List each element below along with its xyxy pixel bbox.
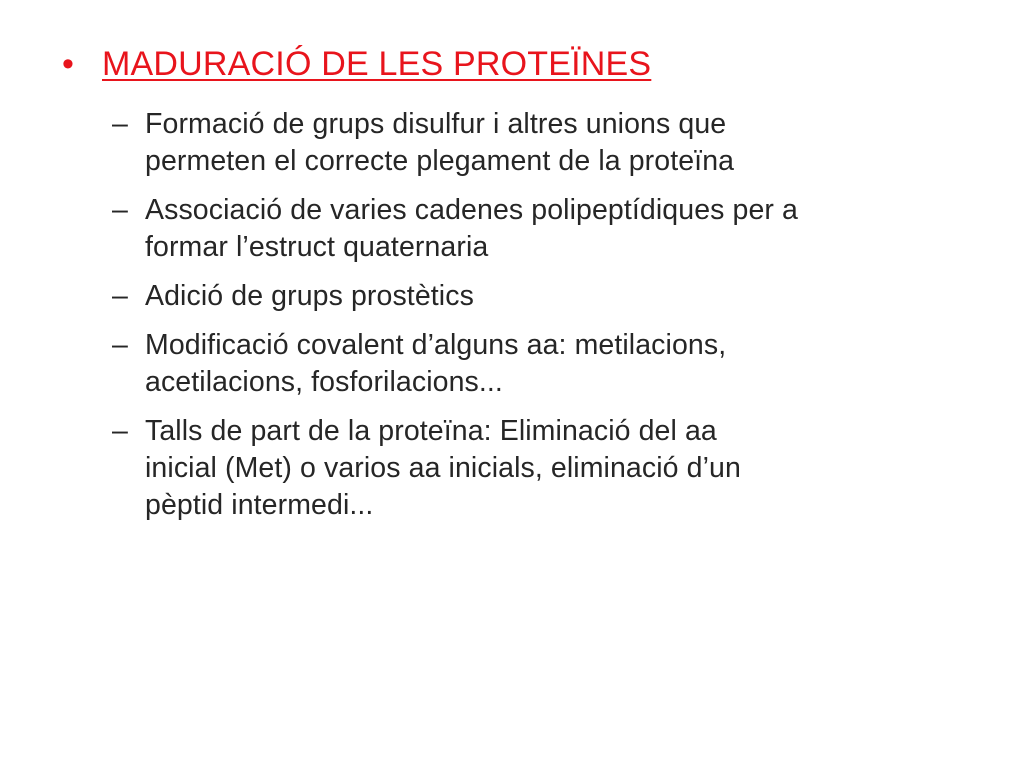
dash-bullet: –	[112, 329, 128, 361]
list-item	[112, 278, 992, 315]
dash-bullet: –	[112, 280, 128, 312]
item-text-line: pèptid intermedi...	[145, 489, 374, 521]
item-text-line: Modificació covalent d’alguns aa: metilacions,	[145, 329, 727, 361]
item-text-line: formar l’estruct quaternaria	[145, 231, 489, 263]
item-text-line: inicial (Met) o varios aa inicials, eliminació d’un	[145, 452, 741, 484]
item-text-line: Adició de grups prostètics	[145, 280, 474, 312]
dash-bullet: –	[112, 108, 128, 140]
dash-bullet: –	[112, 415, 128, 447]
slide-heading: MADURACIÓ DE LES PROTEÏNES	[102, 45, 652, 83]
list-item	[112, 413, 992, 524]
list-item	[112, 192, 992, 266]
sub-bullet-list	[112, 106, 992, 536]
dash-bullet: –	[112, 194, 128, 226]
item-text-line: acetilacions, fosforilacions...	[145, 366, 503, 398]
item-text-line: Talls de part de la proteïna: Eliminació del aa	[145, 415, 717, 447]
item-text-line: Formació de grups disulfur i altres unions que	[145, 108, 727, 140]
heading-bullet: •	[62, 45, 74, 83]
list-item	[112, 106, 992, 180]
list-item	[112, 327, 992, 401]
item-text-line: permeten el correcte plegament de la proteïna	[145, 145, 735, 177]
item-text-line: Associació de varies cadenes polipeptídiques per a	[145, 194, 798, 226]
